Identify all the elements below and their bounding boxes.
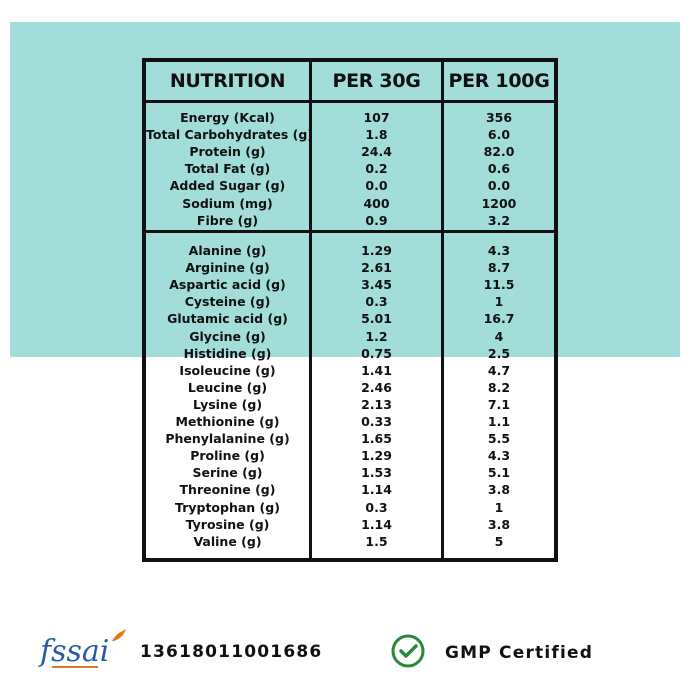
table-row [146,259,554,276]
nutrient-name: Methionine (g) [175,414,280,429]
per-30g-value: 1.53 [361,465,392,481]
nutrient-name: Total Fat (g) [184,161,271,177]
table-row [146,328,554,345]
table-row [146,160,554,177]
nutrient-name: Total Carbohydrates (g) [146,127,314,143]
per-30g-value: 3.45 [361,277,392,293]
table-row [146,447,554,464]
header-per-30g: PER 30G [332,70,421,92]
section-divider [146,230,554,233]
per-30g-value: 0.3 [365,294,388,310]
table-row [146,362,554,379]
per-30g-value: 2.13 [361,396,392,412]
per-100g-value: 4.3 [487,243,511,258]
per-100g-value: 16.7 [483,311,515,327]
table-row [146,533,554,550]
per-100g-value: 4.7 [487,362,511,378]
per-100g-value: 1.1 [487,414,511,429]
per-100g-value: 4.3 [487,448,511,464]
per-30g-value: 5.01 [361,311,392,327]
table-row [146,396,554,413]
per-100g-value: 8.2 [487,379,511,395]
per-100g-value: 0.6 [487,161,511,177]
nutrient-name: Sodium (mg) [182,195,273,211]
nutrient-name: Lysine (g) [192,396,263,412]
table-row [146,516,554,533]
table-row [146,481,554,498]
nutrient-name: Alanine (g) [188,243,267,258]
nutrient-name: Valine (g) [193,533,262,549]
nutrient-name: Isoleucine (g) [179,362,276,378]
nutrient-name: Leucine (g) [187,379,268,395]
table-row [146,126,554,143]
per-30g-value: 0.2 [365,161,388,177]
table-row [146,430,554,447]
per-30g-value: 1.65 [361,431,392,447]
gmp-certified-label: GMP Certified [445,643,594,663]
table-row [146,242,554,259]
per-30g-value: 1.14 [361,482,392,498]
per-100g-value: 82.0 [483,144,515,160]
per-100g-value: 0.0 [487,178,511,194]
footer [0,625,690,685]
per-30g-value: 0.75 [361,345,392,361]
per-30g-value: 1.14 [361,516,392,532]
nutrient-name: Proline (g) [190,448,265,464]
table-row [146,276,554,293]
nutrient-name: Cysteine (g) [184,294,271,310]
per-100g-value: 3.8 [487,482,511,498]
per-30g-value: 1.41 [361,362,392,378]
per-30g-value: 1.5 [365,533,388,549]
per-100g-value: 4 [494,328,504,344]
nutrient-name: Glycine (g) [189,328,266,344]
table-row [146,109,554,126]
nutrient-name: Arginine (g) [185,260,270,276]
fssai-logo [38,627,128,671]
nutrient-name: Threonine (g) [179,482,276,498]
per-100g-value: 356 [485,110,513,125]
table-row [146,310,554,327]
table-row [146,413,554,430]
per-30g-value: 0.9 [365,212,388,228]
per-30g-value: 1.8 [365,127,388,143]
table-row [146,177,554,194]
per-30g-value: 400 [363,195,390,211]
header-per-100g: PER 100G [448,70,550,92]
header-divider [146,100,554,103]
nutrient-name: Phenylalanine (g) [165,431,290,447]
per-100g-value: 8.7 [487,260,511,276]
per-100g-value: 1 [494,294,504,310]
table-row [146,499,554,516]
nutrient-name: Glutamic acid (g) [167,311,288,327]
nutrition-table [142,58,558,562]
svg-text:fssai: fssai [40,634,110,669]
fssai-license-number: 13618011001686 [140,642,323,662]
per-30g-value: 1.2 [365,328,388,344]
nutrient-name: Added Sugar (g) [169,178,286,194]
per-30g-value: 1.29 [361,448,392,464]
per-100g-value: 2.5 [487,345,511,361]
header-nutrition: NUTRITION [169,70,286,92]
per-100g-value: 6.0 [487,127,511,143]
table-row [146,379,554,396]
per-100g-value: 1200 [481,195,517,211]
table-row [146,143,554,160]
per-30g-value: 2.46 [361,379,392,395]
per-30g-value: 2.61 [361,260,392,276]
nutrient-name: Tyrosine (g) [185,516,270,532]
nutrient-name: Histidine (g) [183,345,272,361]
table-row [146,195,554,212]
check-circle-icon [390,633,426,669]
per-30g-value: 0.3 [365,499,388,515]
per-100g-value: 5.1 [487,465,511,481]
per-100g-value: 5.5 [487,431,511,447]
nutrient-name: Fibre (g) [196,212,259,228]
per-30g-value: 24.4 [361,144,392,160]
per-100g-value: 5 [494,533,504,549]
per-100g-value: 11.5 [483,277,515,293]
table-row [146,212,554,229]
table-row [146,293,554,310]
nutrient-name: Protein (g) [189,144,266,160]
per-30g-value: 0.0 [365,178,388,194]
table-row [146,464,554,481]
per-100g-value: 3.8 [487,516,511,532]
per-30g-value: 107 [363,110,390,125]
nutrient-name: Aspartic acid (g) [169,277,286,293]
per-100g-value: 7.1 [487,396,511,412]
per-100g-value: 1 [494,499,504,515]
per-30g-value: 0.33 [361,414,392,429]
nutrient-name: Tryptophan (g) [175,499,280,515]
table-row [146,345,554,362]
per-100g-value: 3.2 [487,212,511,228]
per-30g-value: 1.29 [361,243,392,258]
nutrient-name: Energy (Kcal) [180,110,275,125]
nutrient-name: Serine (g) [192,465,263,481]
